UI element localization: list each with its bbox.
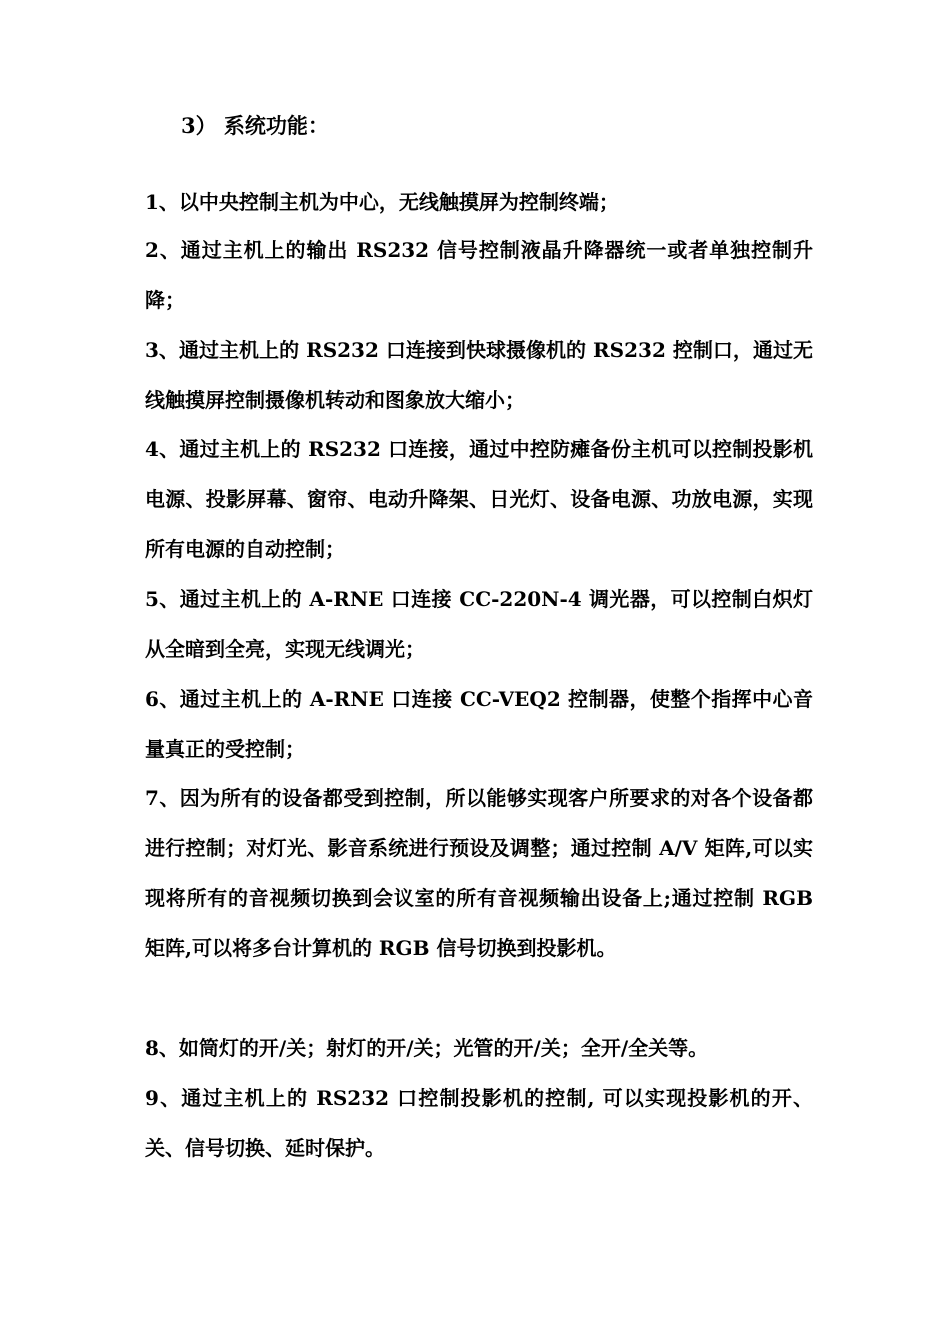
- function-item-6: 6、通过主机上的 A-RNE 口连接 CC-VEQ2 控制器，使整个指挥中心音量真正的受控制；: [145, 687, 813, 761]
- function-item-9: 9、通过主机上的 RS232 口控制投影机的控制, 可以实现投影机的开、关、信号切换、延时保护。: [145, 1086, 813, 1160]
- function-item-7: 7、因为所有的设备都受到控制，所以能够实现客户所要求的对各个设备都进行控制；对灯光、影音系统进行预设及调整；通过控制 A/V 矩阵,可以实现将所有的音视频切换到会议室的所有音视频输出设备上;通过控制 RGB 矩阵,可以将多台计算机的 RGB 信号切换到投影机。: [145, 786, 813, 960]
- function-item-5: 5、通过主机上的 A-RNE 口连接 CC-220N-4 调光器，可以控制白炽灯从全暗到全亮，实现无线调光；: [145, 587, 813, 661]
- section-heading: 3） 系统功能：: [181, 113, 329, 138]
- function-item-4: 4、通过主机上的 RS232 口连接，通过中控防瘫备份主机可以控制投影机电源、投影屏幕、窗帘、电动升降架、日光灯、设备电源、功放电源，实现所有电源的自动控制；: [145, 437, 813, 561]
- function-item-2: 2、通过主机上的输出 RS232 信号控制液晶升降器统一或者单独控制升降；: [145, 238, 813, 312]
- function-item-3: 3、通过主机上的 RS232 口连接到快球摄像机的 RS232 控制口，通过无线触摸屏控制摄像机转动和图象放大缩小；: [145, 338, 813, 412]
- function-item-8: 8、如筒灯的开/关；射灯的开/关；光管的开/关；全开/全关等。: [145, 1036, 709, 1060]
- function-item-1: 1、以中央控制主机为中心，无线触摸屏为控制终端；: [145, 190, 619, 214]
